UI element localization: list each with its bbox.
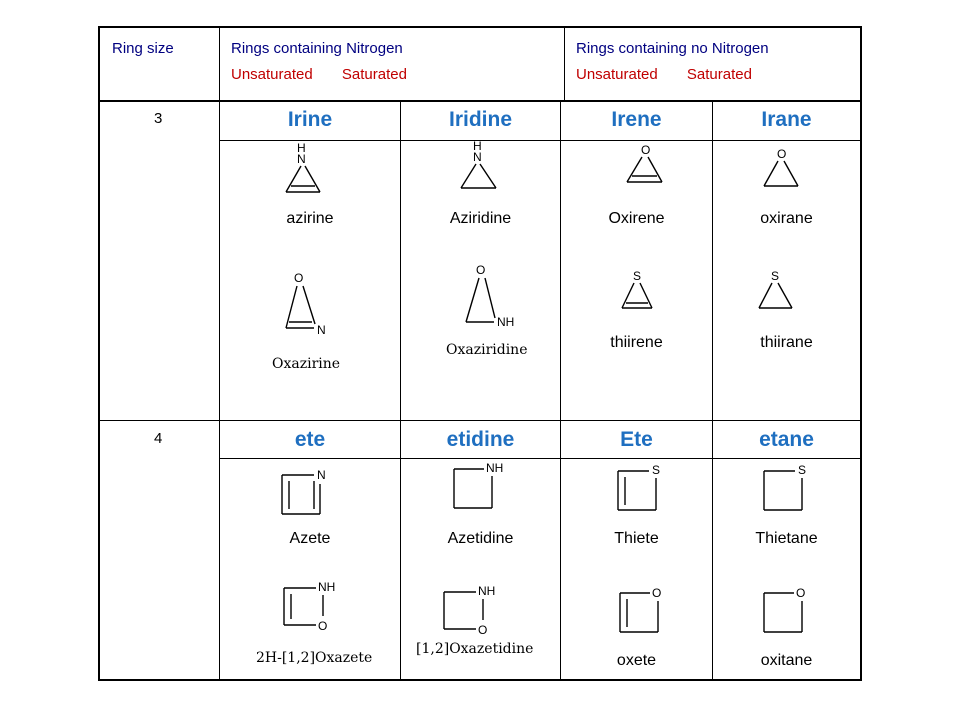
atom-o: O	[476, 263, 486, 277]
suffix-irane: Irane	[761, 108, 812, 131]
row-divider-3-4	[98, 420, 862, 421]
atom-s: S	[798, 463, 807, 477]
azetidine-structure	[450, 460, 520, 520]
suffix-Ete: Ete	[620, 428, 653, 451]
table-border-right	[860, 26, 862, 681]
thiete-structure	[614, 462, 674, 522]
oxitane-structure	[760, 584, 820, 644]
name-aziridine: Aziridine	[449, 210, 512, 227]
name-azirine: azirine	[286, 210, 334, 227]
thiirene-structure	[614, 268, 664, 318]
suffix-iridine: Iridine	[448, 108, 512, 131]
name-oxirane: oxirane	[760, 210, 813, 227]
suffix-irine: Irine	[287, 108, 333, 131]
header-no-nitrogen-title: Rings containing no Nitrogen	[576, 40, 769, 57]
name-thietane: Thietane	[755, 530, 818, 547]
row4-subheader-divider	[219, 458, 862, 459]
ring-size-3: 3	[154, 110, 163, 127]
atom-nh: NH	[478, 584, 496, 598]
col-divider-sat-n	[400, 102, 401, 681]
oxazetidine-structure	[440, 582, 510, 642]
atom-o: O	[777, 147, 787, 161]
suffix-etane: etane	[759, 428, 814, 451]
name-oxazete: 2H-[1,2]Oxazete	[256, 650, 373, 666]
table-border-bottom	[98, 679, 862, 681]
oxirene-structure	[620, 140, 670, 190]
oxirane-structure	[756, 144, 806, 194]
ring-size-4: 4	[154, 430, 163, 447]
atom-o: O	[294, 271, 304, 285]
thietane-structure	[760, 462, 820, 522]
table-border-left	[98, 26, 100, 681]
suffix-ete: ete	[294, 428, 326, 451]
name-thiirene: thiirene	[610, 334, 663, 351]
oxete-structure	[616, 584, 676, 644]
name-thiete: Thiete	[614, 530, 659, 547]
oxaziridine-structure	[458, 260, 538, 340]
atom-nh: NH	[497, 315, 515, 329]
suffix-etidine: etidine	[446, 428, 515, 451]
atom-n: N	[317, 468, 326, 482]
atom-n: N	[473, 150, 482, 164]
atom-o: O	[478, 623, 488, 637]
atom-h: H	[297, 141, 306, 155]
header-row-divider	[98, 100, 862, 102]
name-oxete: oxete	[616, 652, 657, 669]
azete-structure	[278, 466, 338, 526]
name-thiirane: thiirane	[760, 334, 813, 351]
atom-o: O	[796, 586, 806, 600]
atom-s: S	[771, 269, 780, 283]
col-divider-sat-nn	[712, 102, 713, 681]
name-oxazirine: Oxazirine	[272, 356, 341, 372]
atom-s: S	[633, 269, 642, 283]
header-nitrogen-sub: Unsaturated Saturated	[231, 66, 407, 83]
atom-o: O	[318, 619, 328, 633]
atom-n: N	[317, 323, 326, 337]
name-oxazetidine: [1,2]Oxazetidine	[416, 641, 534, 657]
oxazirine-structure	[276, 266, 346, 346]
header-ring-size: Ring size	[112, 40, 174, 57]
header-nitrogen-title: Rings containing Nitrogen	[231, 40, 403, 57]
atom-o: O	[652, 586, 662, 600]
atom-n: N	[297, 152, 306, 166]
aziridine-structure	[456, 138, 506, 198]
name-azete: Azete	[289, 530, 331, 547]
azirine-structure	[280, 140, 330, 200]
atom-h: H	[473, 139, 482, 153]
atom-s: S	[652, 463, 661, 477]
name-azetidine: Azetidine	[447, 530, 514, 547]
name-oxirene: Oxirene	[608, 210, 665, 227]
table-border-top	[98, 26, 862, 28]
thiirane-structure	[752, 268, 802, 318]
name-oxaziridine: Oxaziridine	[446, 342, 528, 358]
atom-nh: NH	[318, 580, 336, 594]
atom-o: O	[641, 143, 651, 157]
col-divider-nitrogen	[564, 26, 565, 102]
oxazete-structure	[280, 578, 350, 638]
name-oxitane: oxitane	[760, 652, 813, 669]
col-divider-unsat-nn	[560, 102, 561, 681]
header-no-nitrogen-sub: Unsaturated Saturated	[576, 66, 752, 83]
atom-nh: NH	[486, 461, 504, 475]
suffix-irene: Irene	[611, 108, 662, 131]
